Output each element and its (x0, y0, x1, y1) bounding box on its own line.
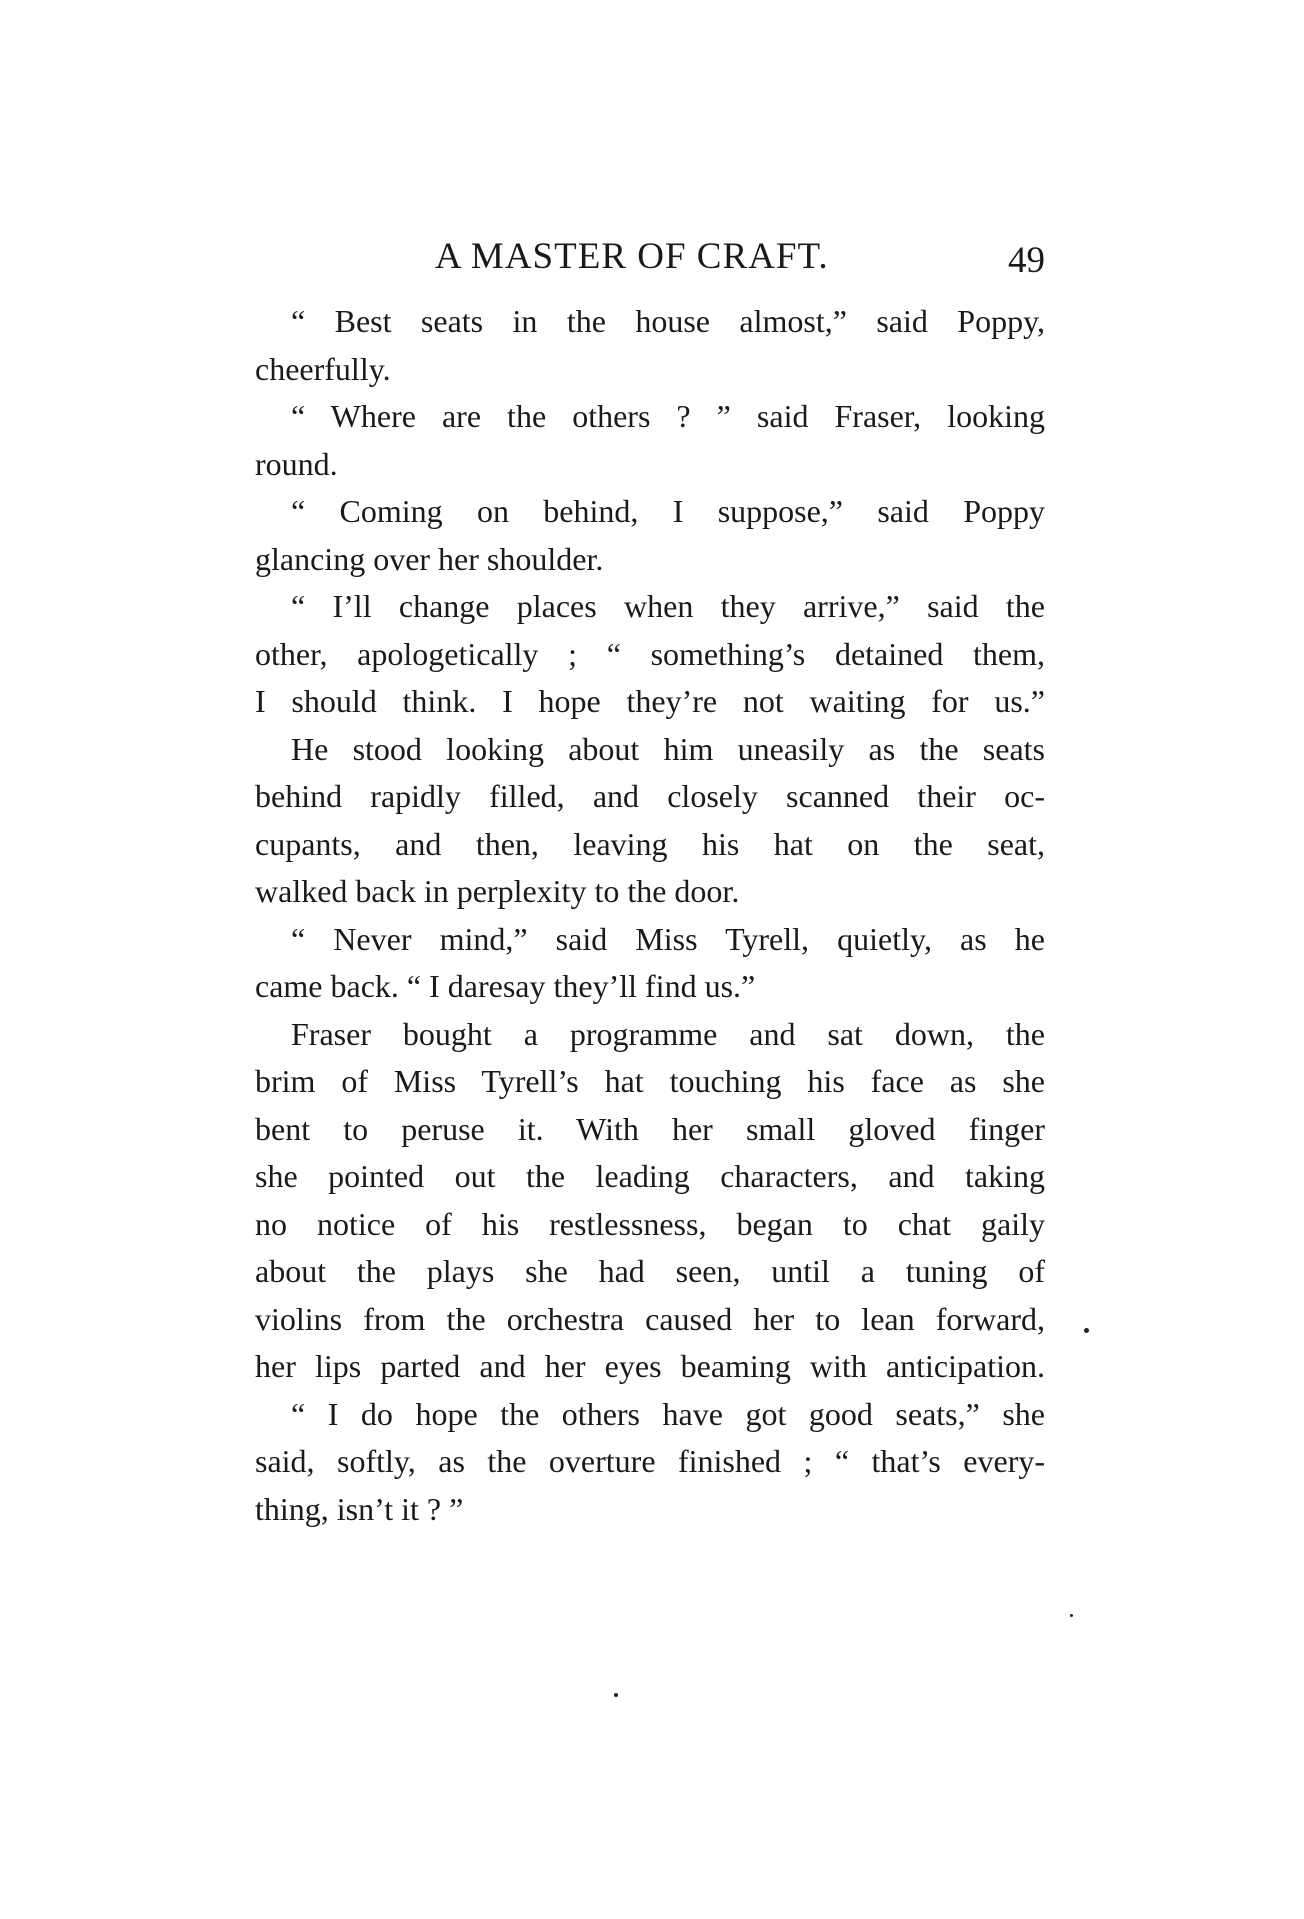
text-line: glancing over her shoulder. (255, 540, 604, 577)
text-line: brim of Miss Tyrell’s hat touching his face as she (255, 1063, 1045, 1099)
text-line: “ Coming on behind, I suppose,” said Poppy (291, 493, 1045, 529)
text-line: Fraser bought a programme and sat down, the (291, 1015, 1045, 1052)
text-line: I should think. I hope they’re not waiting for us.” (255, 683, 1045, 719)
text-line: “ Best seats in the house almost,” said Poppy, (291, 303, 1045, 339)
text-line: round. (255, 445, 338, 482)
text-line: about the plays she had seen, until a tuning of (255, 1253, 1045, 1289)
running-title: A MASTER OF CRAFT. (435, 236, 829, 277)
text-line: said, softly, as the overture finished ; “ that’s every- (255, 1443, 1045, 1479)
text-line: came back. “ I daresay they’ll find us.” (255, 968, 756, 1004)
text-line: no notice of his restlessness, began to chat gaily (255, 1205, 1045, 1242)
text-line: “ I do hope the others have got good seats,” she (291, 1395, 1045, 1432)
text-line: she pointed out the leading characters, and taking (255, 1158, 1045, 1194)
text-line: her lips parted and her eyes beaming with anticipation. (255, 1348, 1045, 1384)
body-text (255, 298, 1045, 1533)
text-line: behind rapidly filled, and closely scanned their oc- (255, 778, 1045, 814)
text-line: thing, isn’t it ? ” (255, 1490, 464, 1527)
text-line: violins from the orchestra caused her to lean forward, (255, 1300, 1045, 1337)
text-line: cupants, and then, leaving his hat on the seat, (255, 825, 1045, 862)
text-line: bent to peruse it. With her small gloved finger (255, 1110, 1045, 1147)
text-line: cheerfully. (255, 350, 391, 387)
running-head (255, 235, 1045, 295)
scan-speck (614, 1693, 618, 1697)
page-number: 49 (1008, 240, 1045, 281)
text-line: “ I’ll change places when they arrive,” said the (291, 588, 1045, 624)
text-line: “ Where are the others ? ” said Fraser, looking (291, 398, 1045, 434)
text-line: He stood looking about him uneasily as the seats (291, 730, 1045, 767)
scan-speck (1084, 1328, 1089, 1333)
scan-speck (1070, 1614, 1073, 1617)
text-line: “ Never mind,” said Miss Tyrell, quietly, as he (291, 920, 1045, 957)
text-line: other, apologetically ; “ something’s detained them, (255, 635, 1045, 672)
text-line: walked back in perplexity to the door. (255, 873, 740, 909)
